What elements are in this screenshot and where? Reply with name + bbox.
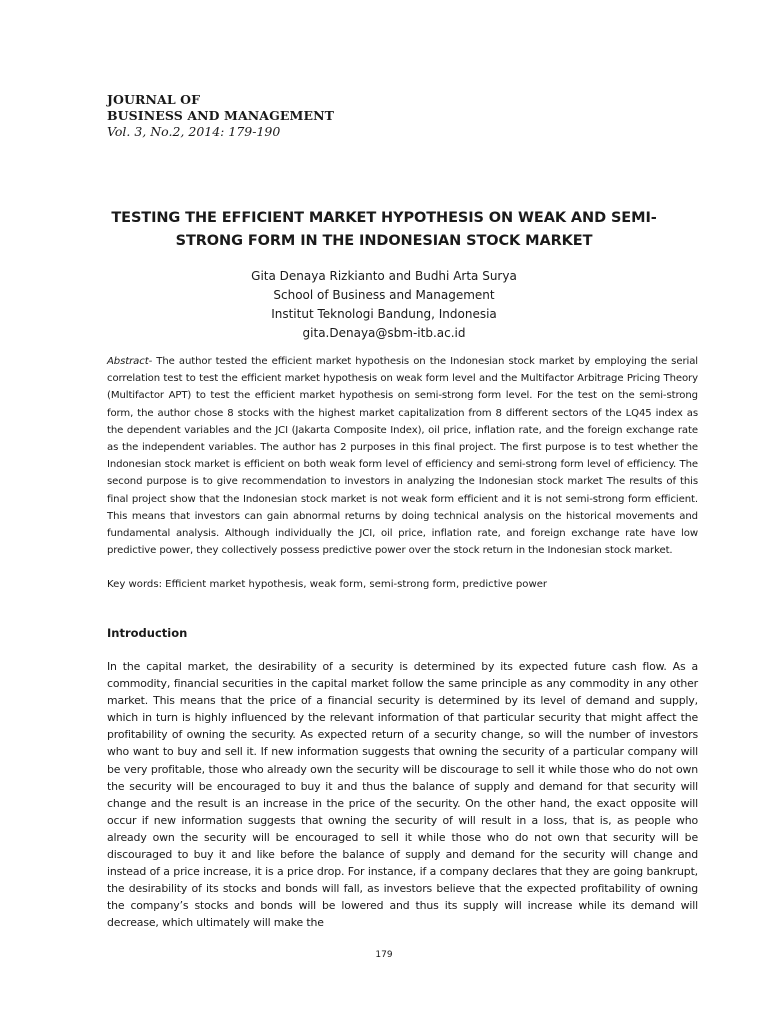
page-number: 179: [375, 950, 393, 960]
author-institution: Institut Teknologi Bandung, Indonesia: [271, 307, 497, 321]
abstract: [107, 353, 698, 559]
journal-name-line-1: JOURNAL OF: [107, 92, 201, 107]
journal-volume: Vol. 3, No.2, 2014: 179-190: [107, 124, 281, 139]
paper-title: TESTING THE EFFICIENT MARKET HYPOTHESIS ON WEAK AND SEMI-STRONG FORM IN THE INDONESIAN STOCK MARKET: [111, 210, 657, 249]
introduction-paragraph: In the capital market, the desirability of a security is determined by its expected future cash flow. As a commodity, financial securities in the capital market follow the same principle as any commodity in any other market. This means that the price of a financial security is determined by its level of demand and supply, which in turn is highly influenced by the relevant information of that particular security that might affect the profitability of owning the security. As expected return of a security change, so will the number of investors who want to buy and sell it. If new information suggests that owning the security of a particular company will be very profitable, those who already own the security will be discourage to sell it while those who do not own the security will be encouraged to buy it and thus the balance of supply and demand for that security will change and the result is an increase in the price of the security. On the other hand, the exact opposite will occur if new information suggests that owning the security of will result in a loss, that is, as people who already own the security will be encouraged to sell it while those who do not own that security will be discouraged to buy it and like before the balance of supply and demand for the security will change and instead of a price increase, it is a price drop. For instance, if a company declares that they are going bankrupt, the desirability of its stocks and bonds will fall, as investors believe that the expected profitability of owning the company’s stocks and bonds will be lowered and thus its supply will increase while its demand will decrease, which ultimately will make the: [107, 660, 698, 930]
abstract-text: The author tested the efficient market hypothesis on the Indonesian stock market by employing the serial correlation test to test the efficient market hypothesis on weak form level and the Multifactor Arbitrage Pricing Theory (Multifactor APT) to test the efficient market hypothesis on semi-strong form level. For the test on the semi-strong form, the author chose 8 stocks with the highest market capitalization from 8 different sectors of the LQ45 index as the dependent variables and the JCI (Jakarta Composite Index), oil price, inflation rate, and the foreign exchange rate as the independent variables. The author has 2 purposes in this final project. The first purpose is to test whether the Indonesian stock market is efficient on both weak form level of efficiency and semi-strong form level of efficiency. The second purpose is to give recommendation to investors in analyzing the Indonesian stock market The results of this final project show that the Indonesian stock market is not weak form efficient and it is not semi-strong form efficient. This means that investors can gain abnormal returns by doing technical analysis on the historical movements and fundamental analysis. Although individually the JCI, oil price, inflation rate, and foreign exchange rate have low predictive power, they collectively possess predictive power over the stock return in the Indonesian stock market.: [107, 356, 698, 557]
journal-name-line-2: BUSINESS AND MANAGEMENT: [107, 108, 334, 123]
author-block: [150, 267, 618, 343]
author-email: gita.Denaya@sbm-itb.ac.id: [302, 326, 466, 340]
introduction-heading: Introduction: [107, 626, 188, 640]
keywords: Key words: Efficient market hypothesis, weak form, semi-strong form, predictive power: [107, 579, 548, 590]
journal-header: [107, 92, 507, 140]
author-school: School of Business and Management: [273, 288, 495, 302]
abstract-label: Abstract-: [107, 356, 153, 367]
author-names: Gita Denaya Rizkianto and Budhi Arta Surya: [251, 269, 517, 283]
